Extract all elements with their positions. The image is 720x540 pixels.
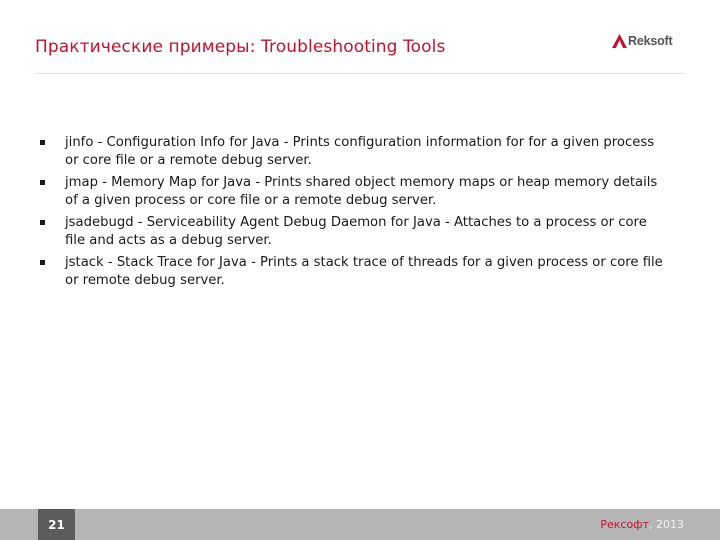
footer-brand: Рексофт	[600, 518, 649, 531]
footer-bar	[0, 509, 720, 540]
footer-year: , 2013	[649, 518, 684, 531]
square-bullet-icon	[40, 220, 45, 225]
footer-copyright	[600, 518, 684, 531]
list-item	[35, 134, 665, 170]
list-item-text: jmap - Memory Map for Java - Prints shared object memory maps or heap memory details of a given process or core file or a remote debug server.	[65, 175, 658, 208]
list-item-text: jsadebugd - Serviceability Agent Debug Daemon for Java - Attaches to a process or core file and acts as a debug server.	[65, 215, 647, 248]
square-bullet-icon	[40, 180, 45, 185]
header-divider	[35, 73, 685, 74]
reksoft-logo-icon	[612, 34, 627, 48]
list-item-text: jinfo - Configuration Info for Java - Prints configuration information for for a given process or core file or a remote debug server.	[65, 135, 655, 168]
logo-text: Reksoft	[628, 34, 673, 48]
bullet-list	[35, 134, 665, 294]
reksoft-logo	[612, 34, 672, 48]
square-bullet-icon	[40, 260, 45, 265]
list-item	[35, 254, 665, 290]
slide-title: Практические примеры: Troubleshooting Tools	[35, 37, 446, 57]
list-item-text: jstack - Stack Trace for Java - Prints a stack trace of threads for a given process or core file or remote debug server.	[65, 255, 663, 288]
square-bullet-icon	[40, 140, 45, 145]
list-item	[35, 214, 665, 250]
list-item	[35, 174, 665, 210]
page-number: 21	[38, 509, 75, 540]
